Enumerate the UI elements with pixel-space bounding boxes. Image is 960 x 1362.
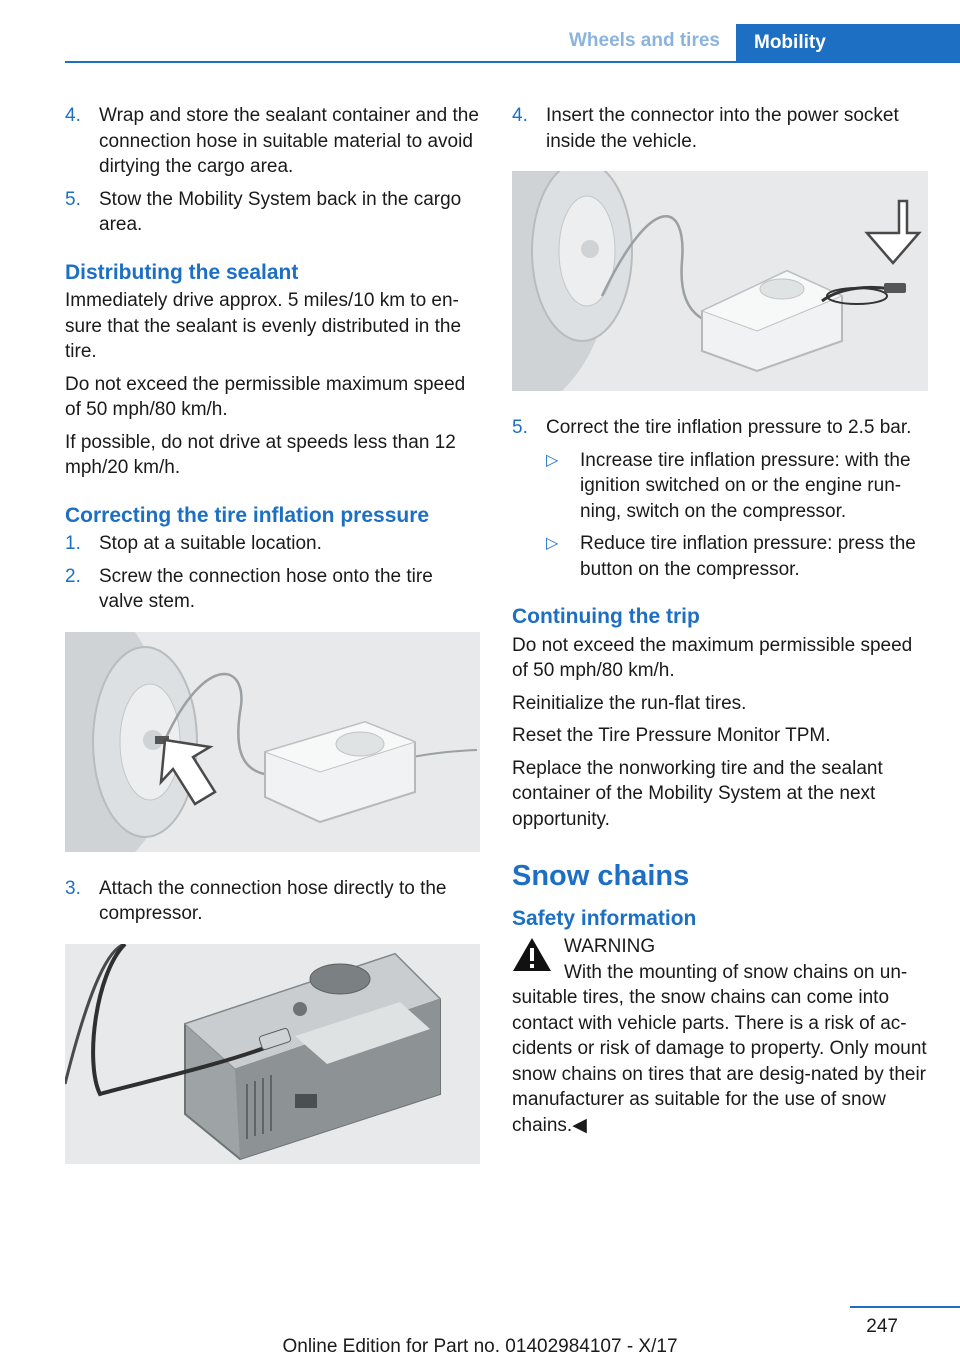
step-item: [65, 187, 480, 238]
sub-item: [546, 448, 928, 525]
step-text: Screw the connection hose onto the tire valve stem.: [99, 565, 433, 612]
step-number: 1.: [65, 533, 81, 554]
step-number: 4.: [512, 105, 528, 126]
sub-text: Reduce tire inflation pressure: press the button on the compressor.: [580, 533, 916, 580]
header-chapter-tab: Mobility: [736, 24, 960, 62]
footer-rule: [850, 1306, 960, 1308]
step-number: 5.: [512, 417, 528, 438]
triangle-bullet-icon: ▷: [546, 451, 559, 469]
step-text: Correct the tire inflation pressure to 2.5 bar.: [546, 417, 912, 438]
heading-distributing-sealant: Distributing the sealant: [65, 260, 299, 284]
step-number: 5.: [65, 188, 81, 210]
heading-snow-chains: Snow chains: [512, 860, 690, 892]
warning-triangle-icon: [512, 937, 552, 973]
step-item: [65, 876, 480, 927]
step-item: [512, 103, 928, 154]
page-number: 247: [866, 1316, 898, 1337]
warning-title: WARNING: [564, 936, 656, 957]
step-text: Stop at a suitable location.: [99, 533, 322, 554]
left-column: [65, 103, 480, 1188]
right-column: [512, 103, 928, 1138]
warning-block: [512, 934, 928, 1138]
warning-lead: With the mounting of snow chains on un‐: [564, 961, 908, 983]
warning-rest: suitable tires, the snow chains can come into contact with vehicle parts. There is a risk of ac‐cidents or risk of damage to property. Only mount snow chains on tires that are desig‐nated by their manufacturer as suitable for the use of snow chains.◀: [512, 987, 927, 1136]
edition-footer: Online Edition for Part no. 01402984107 - X/17: [282, 1336, 678, 1357]
warning-text: [512, 960, 928, 1139]
paragraph: Replace the nonworking tire and the sealant container of the Mobility System at the next opportunity.: [512, 757, 883, 830]
heading-continuing-trip: Continuing the trip: [512, 605, 700, 628]
paragraph: Immediately drive approx. 5 miles/10 km to en‐sure that the sealant is evenly distributed in the tire.: [65, 290, 462, 362]
step-text: Wrap and store the sealant container and the connection hose in suitable material to avoid dirtying the cargo area.: [99, 105, 479, 177]
step-number: 4.: [65, 105, 81, 126]
header-rule: [65, 61, 960, 63]
step-text: Stow the Mobility System back in the cargo area.: [99, 188, 462, 235]
heading-correcting-pressure: Correcting the tire inflation pressure: [65, 503, 430, 527]
sub-text: Increase tire inflation pressure: with the ignition switched on or the engine run‐ning, switch on the compressor.: [580, 449, 911, 522]
step-item: [512, 415, 928, 441]
illustration-hose-on-compressor: [65, 944, 480, 1164]
step-item: [65, 564, 480, 615]
step-number: 3.: [65, 877, 81, 899]
illustration-hose-on-valve: [65, 632, 480, 852]
illustration-connector-power-socket: [512, 171, 928, 391]
paragraph: Reset the Tire Pressure Monitor TPM.: [512, 725, 831, 746]
step-item: [65, 103, 480, 180]
header-section-title: Wheels and tires: [569, 30, 720, 51]
heading-safety-information: Safety information: [512, 906, 697, 930]
page-header: [0, 24, 960, 62]
paragraph: Reinitialize the run-flat tires.: [512, 692, 747, 714]
step-item: [65, 531, 480, 557]
step-text: Insert the connector into the power socket inside the vehicle.: [546, 105, 899, 152]
paragraph: Do not exceed the maximum permissible speed of 50 mph/80 km/h.: [512, 634, 913, 681]
paragraph: If possible, do not drive at speeds less than 12 mph/20 km/h.: [65, 431, 456, 478]
paragraph: Do not exceed the permissible maximum speed of 50 mph/80 km/h.: [65, 373, 466, 420]
sub-item: [546, 531, 928, 582]
sub-list: [546, 448, 928, 583]
step-text: Attach the connection hose directly to the compressor.: [99, 877, 447, 924]
step-number: 2.: [65, 565, 81, 587]
triangle-bullet-icon: ▷: [546, 535, 559, 552]
